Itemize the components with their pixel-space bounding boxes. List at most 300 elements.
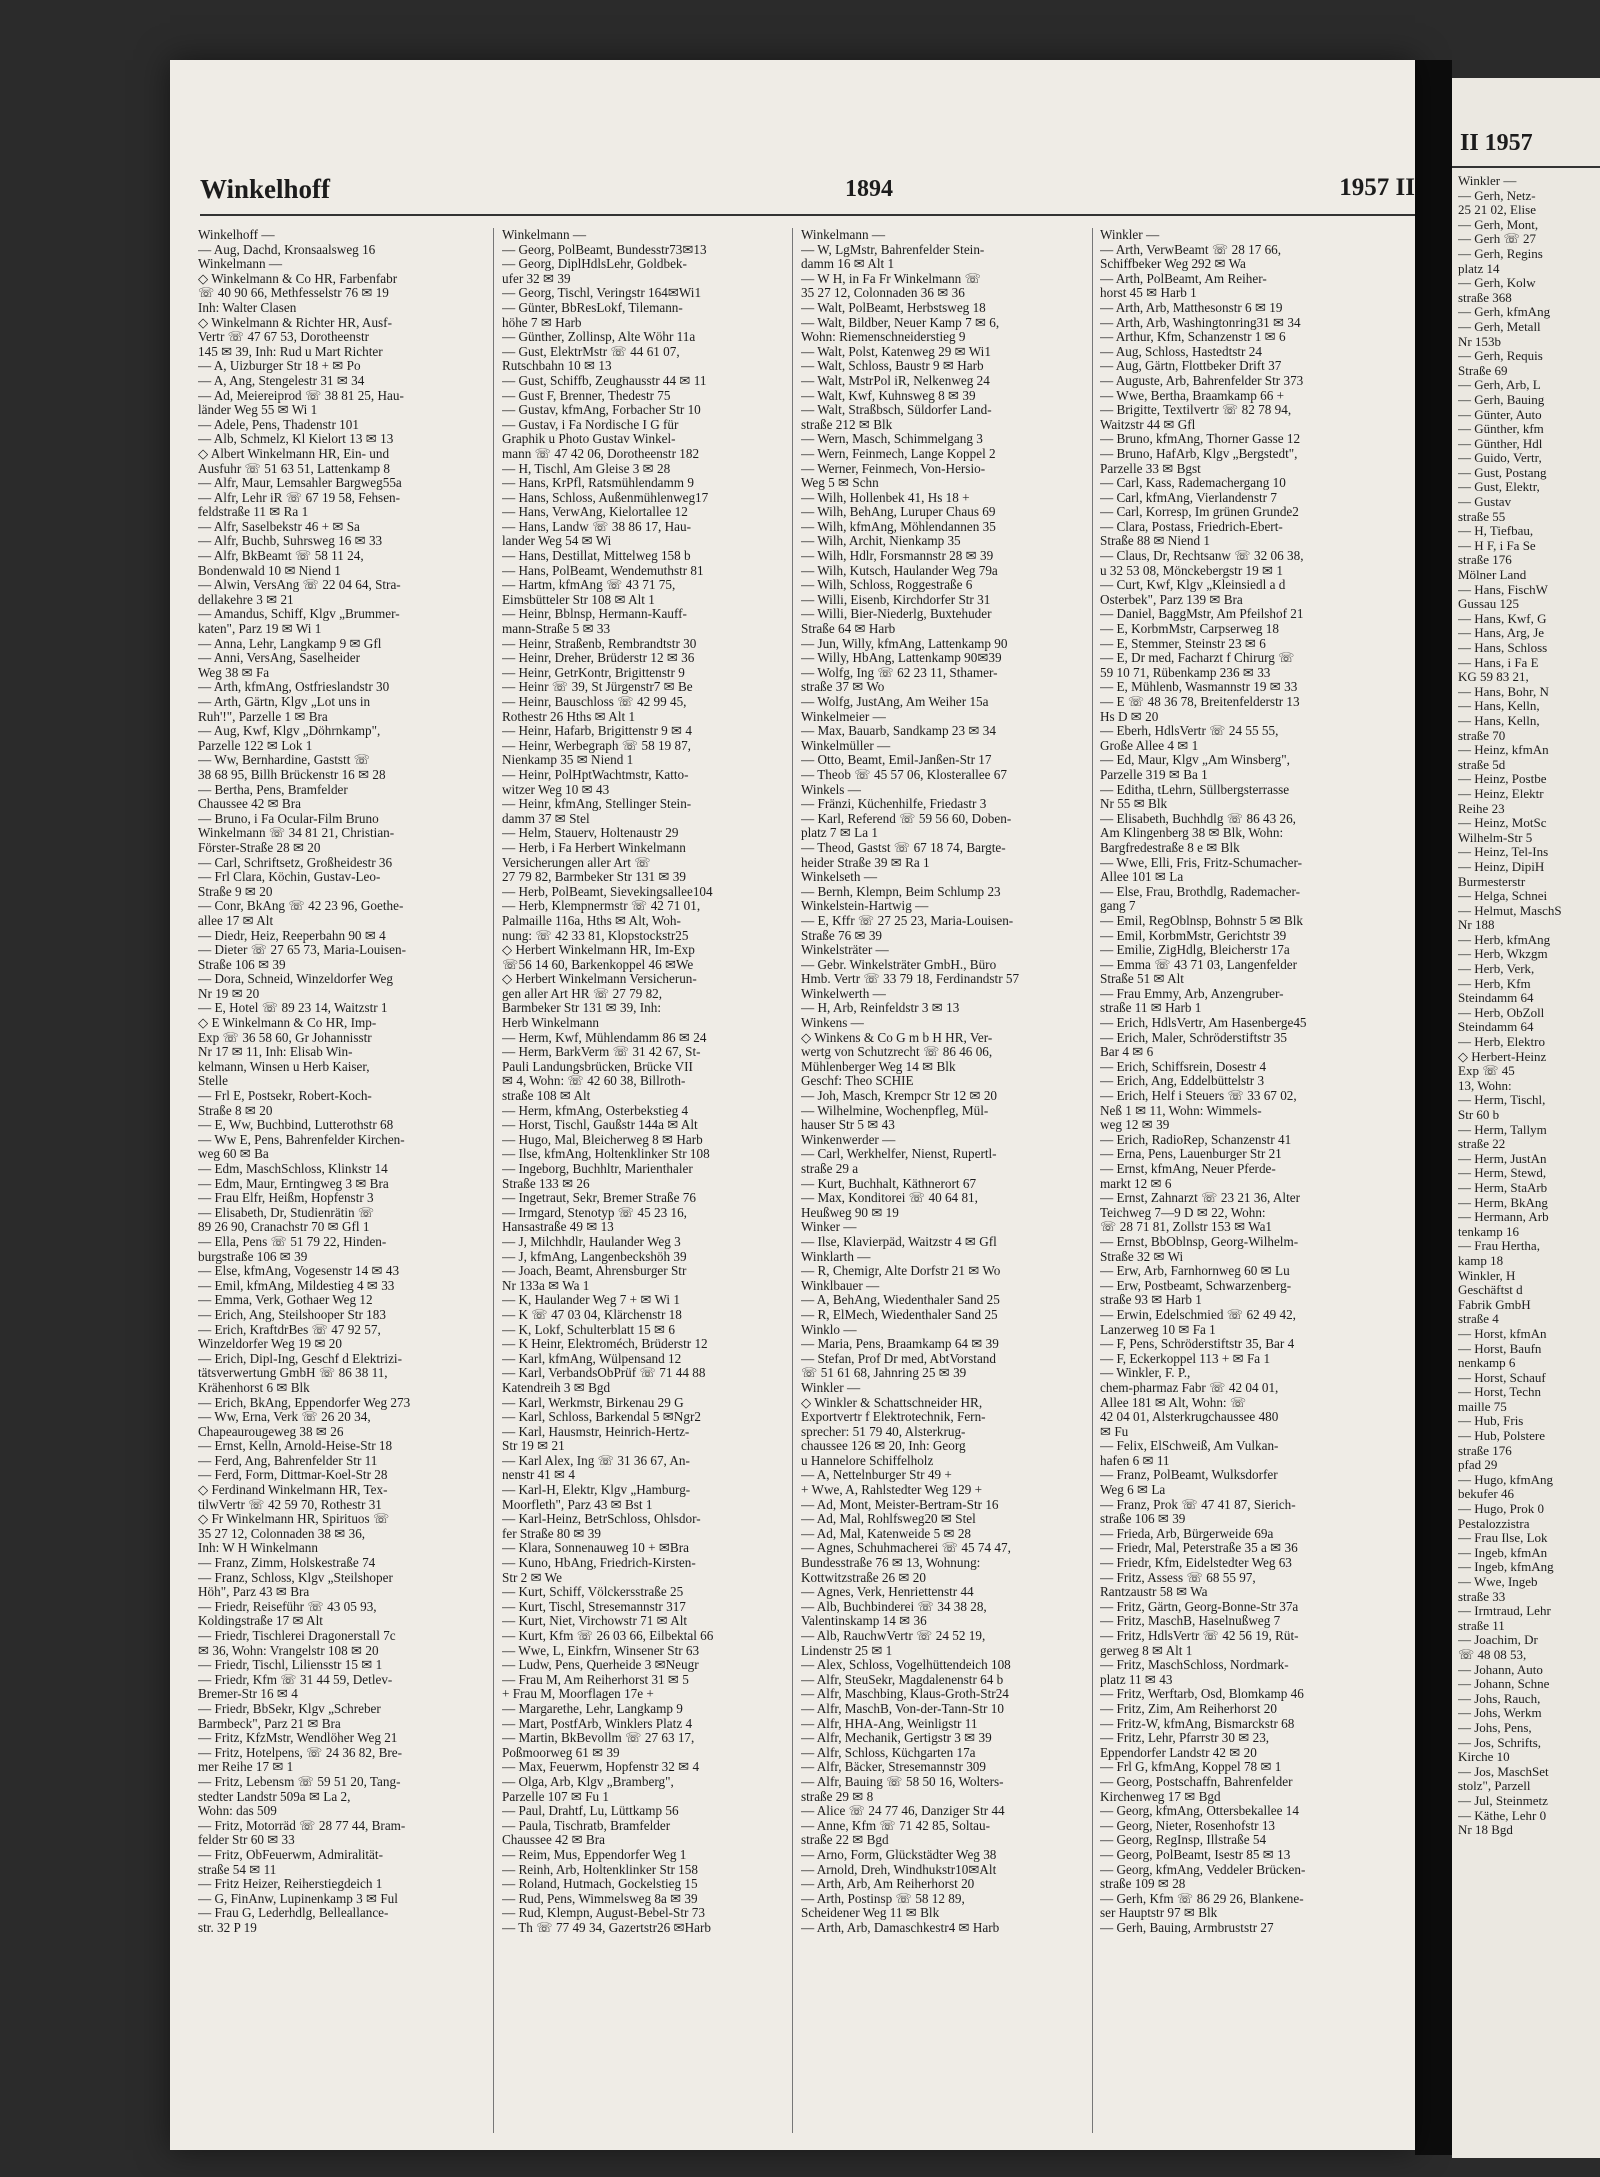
directory-entry-line: — F, Eckerkoppel 113 + ✉ Fa 1 <box>1100 1351 1271 1366</box>
directory-entry-line: — E, Kffr ☏ 27 25 23, Maria-Louisen- <box>801 913 1014 928</box>
directory-entry-line: Winklarth — <box>801 1249 871 1264</box>
directory-entry-line: Inh: Walter Clasen <box>198 300 297 315</box>
directory-entry-line: — E, Mühlenb, Wasmannstr 19 ✉ 33 <box>1100 680 1298 695</box>
directory-entry-line: 59 10 71, Rübenkamp 236 ✉ 33 <box>1100 665 1271 680</box>
directory-entry-line: — Gebr. Winkelsträter GmbH., Büro <box>801 957 997 972</box>
directory-entry-line: — Willi, Eisenb, Kirchdorfer Str 31 <box>801 592 991 607</box>
directory-entry-line: tätsverwertung GmbH ☏ 86 38 11, <box>198 1366 388 1381</box>
directory-entry-line: — Wilh, Kutsch, Haulander Weg 79a <box>801 563 998 578</box>
directory-entry-line: mer Reihe 17 ✉ 1 <box>198 1760 294 1775</box>
directory-entry-line: — Bruno, i Fa Ocular-Film Bruno <box>198 811 379 826</box>
directory-entry-line: 35 27 12, Colonnaden 38 ✉ 36, <box>198 1526 366 1541</box>
directory-entry-line: Str 60 b <box>1458 1108 1500 1122</box>
directory-entry-line: — Helm, Stauerv, Holtenaustr 29 <box>502 826 679 841</box>
directory-entry-line: — Willi, Bier-Niederlg, Buxtehuder <box>801 607 992 622</box>
directory-entry-line: — Heinz, Postbe <box>1458 772 1547 787</box>
directory-entry-line: Krähenhorst 6 ✉ Blk <box>198 1380 310 1395</box>
directory-entry-line: Gussau 125 <box>1458 597 1520 612</box>
directory-entry-line: — Hans, Bohr, N <box>1458 684 1549 699</box>
directory-entry-line: — Gerh, Kolw <box>1458 276 1536 291</box>
directory-entry-line: — Ingetraut, Sekr, Bremer Straße 76 <box>502 1191 696 1206</box>
directory-entry-line: Parzelle 319 ✉ Ba 1 <box>1100 767 1208 782</box>
directory-entry-line: ☏ 28 71 81, Zollstr 153 ✉ Wa1 <box>1100 1220 1273 1235</box>
directory-entry-line: — Käthe, Lehr 0 <box>1458 1808 1547 1823</box>
directory-entry-line: Weg 38 ✉ Fa <box>198 665 270 680</box>
directory-entry-line: — Wilhelmine, Wochenpfleg, Mül- <box>801 1103 989 1118</box>
directory-entry-line: nenkamp 6 <box>1458 1356 1516 1371</box>
directory-entry-line: Parzelle 122 ✉ Lok 1 <box>198 738 313 753</box>
directory-entry-line: Str 2 ✉ We <box>502 1570 562 1585</box>
directory-entry-line: — Ernst, Zahnarzt ☏ 23 21 36, Alter <box>1100 1191 1300 1206</box>
directory-entry-line: — Max, Bauarb, Sandkamp 23 ✉ 34 <box>801 724 996 739</box>
directory-entry-line: ✉ 4, Wohn: ☏ 42 60 38, Billroth- <box>502 1074 686 1089</box>
directory-entry-line: — Jos, Schrifts, <box>1458 1735 1542 1750</box>
directory-entry-line: — E, Ww, Buchbind, Lutterothstr 68 <box>198 1118 394 1133</box>
directory-entry-line: — E ☏ 48 36 78, Breitenfelderstr 13 <box>1100 695 1300 709</box>
directory-entry-line: — Arth, Arb, Damaschkestr4 ✉ Harb <box>801 1920 1000 1935</box>
directory-entry-line: — Helga, Schnei <box>1458 889 1548 904</box>
directory-entry-line: — Joach, Beamt, Ahrensburger Str <box>502 1264 687 1279</box>
directory-entry-line: — Hugo, kfmAng <box>1458 1472 1553 1487</box>
directory-entry-line: — Hugo, Mal, Bleicherweg 8 ✉ Harb <box>502 1132 703 1147</box>
directory-column-3 <box>801 228 1087 2133</box>
directory-entry-line: Wohn: das 509 <box>198 1804 277 1819</box>
directory-entry-line: — Friedr, Tischlerei Dragonerstall 7c <box>198 1629 396 1643</box>
directory-entry-line: — Heinr, Straßenb, Rembrandtstr 30 <box>502 636 697 651</box>
directory-entry-line: kelmann, Winsen u Herb Kaiser, <box>198 1059 370 1074</box>
directory-entry-line: — Diedr, Heiz, Reeperbahn 90 ✉ 4 <box>198 928 386 943</box>
directory-entry-line: — Erich, Dipl-Ing, Geschf d Elektrizi- <box>198 1351 402 1366</box>
directory-entry-line: — Frl Clara, Köchin, Gustav-Leo- <box>198 870 381 885</box>
directory-entry-line: Herb Winkelmann <box>502 1016 600 1031</box>
directory-entry-line: felder Str 60 ✉ 33 <box>198 1833 295 1848</box>
directory-entry-line: ◇ Winkelmann & Co HR, Farbenfabr <box>198 271 398 286</box>
directory-entry-line: u Hannelore Schiffelholz <box>801 1453 934 1468</box>
directory-entry-line: — Hans, Kwf, G <box>1458 611 1547 626</box>
directory-entry-line: — Gerh, Mont, <box>1458 217 1539 232</box>
directory-entry-line: — Walt, Kwf, Kuhnsweg 8 ✉ 39 <box>801 388 976 403</box>
directory-entry-line: — Carl, Schriftsetz, Großheidestr 36 <box>198 855 393 870</box>
directory-entry-line: Fabrik GmbH <box>1458 1297 1531 1312</box>
directory-entry-line: Wohn: Riemenschneiderstieg 9 <box>801 330 966 345</box>
directory-entry-line: — Herm, kfmAng, Osterbekstieg 4 <box>502 1103 689 1118</box>
directory-entry-line: — Heinz, DipiH <box>1458 859 1545 874</box>
directory-entry-line: Parzelle 107 ✉ Fu 1 <box>502 1789 610 1804</box>
directory-entry-line: — Fritz, Hotelpens, ☏ 24 36 82, Bre- <box>198 1745 403 1760</box>
directory-entry-line: Nr 133a ✉ Wa 1 <box>502 1278 590 1293</box>
directory-entry-line: — Irmgard, Stenotyp ☏ 45 23 16, <box>502 1205 687 1220</box>
directory-entry-line: Winkelmann — <box>801 228 886 242</box>
directory-entry-line: — Johs, Werkm <box>1458 1706 1542 1721</box>
directory-entry-line: — Clara, Postass, Friedrich-Ebert- <box>1100 519 1283 534</box>
directory-entry-line: — Herm, StaArb <box>1458 1180 1548 1195</box>
directory-entry-line: — Heinz, kfmAn <box>1458 743 1549 758</box>
directory-column-4 <box>1100 228 1405 2133</box>
directory-entry-line: — Hugo, Prok 0 <box>1458 1502 1544 1517</box>
directory-entry-line: — Karl, Werkmstr, Birkenau 29 G <box>502 1395 684 1410</box>
directory-entry-line: — Erich, Helf i Steuers ☏ 33 67 02, <box>1100 1089 1297 1104</box>
directory-entry-line: — Herb, kfmAng <box>1458 932 1551 947</box>
directory-entry-line: Bar 4 ✉ 6 <box>1100 1045 1154 1060</box>
directory-entry-line: — Gustav <box>1458 495 1512 510</box>
directory-entry-line: straße 5d <box>1458 757 1506 772</box>
directory-entry-line: — Erich, KraftdrBes ☏ 47 92 57, <box>198 1322 381 1337</box>
directory-entry-line: — Ad, Mont, Meister-Bertram-Str 16 <box>801 1497 999 1512</box>
directory-entry-line: — Frau Hertha, <box>1458 1239 1540 1254</box>
directory-entry-line: — Erw, Arb, Farnhornweg 60 ✉ Lu <box>1100 1264 1290 1279</box>
directory-entry-line: ◇ Winkler & Schattschneider HR, <box>801 1395 983 1410</box>
directory-entry-line: — Emil, RegOblnsp, Bohnstr 5 ✉ Blk <box>1100 913 1304 928</box>
directory-entry-line: — Klara, Sonnenauweg 10 + ✉Bra <box>502 1541 689 1556</box>
directory-entry-line: gang 7 <box>1100 899 1136 914</box>
directory-entry-line: — Georg, RegInsp, Illstraße 54 <box>1100 1833 1267 1848</box>
directory-entry-line: — Joachim, Dr <box>1458 1633 1538 1648</box>
directory-entry-line: Koldingstraße 17 ✉ Alt <box>198 1614 323 1629</box>
directory-entry-line: — Stefan, Prof Dr med, AbtVorstand <box>801 1351 996 1366</box>
directory-entry-line: — Johs, Rauch, <box>1458 1691 1541 1706</box>
directory-entry-line: Versicherungen aller Art ☏ <box>502 855 651 870</box>
directory-entry-line: Winkler, H <box>1458 1268 1516 1283</box>
directory-entry-line: + Wwe, A, Rahlstedter Weg 129 + <box>801 1483 983 1498</box>
directory-entry-line: Winkelseth — <box>801 870 878 885</box>
directory-entry-line: Vertr ☏ 47 67 53, Dorotheenstr <box>198 330 370 345</box>
directory-column-2 <box>502 228 787 2133</box>
directory-entry-line: Waitzstr 44 ✉ Gfl <box>1100 417 1196 432</box>
directory-entry-line: — Joh, Masch, Krempcr Str 12 ✉ 20 <box>801 1089 998 1104</box>
directory-entry-line: — Wern, Feinmech, Lange Koppel 2 <box>801 446 996 461</box>
header-rule <box>1452 166 1600 168</box>
next-page-column <box>1458 174 1598 2094</box>
directory-entry-line: Winkelsträter — <box>801 943 889 958</box>
directory-entry-line: nenstr 41 ✉ 4 <box>502 1468 575 1483</box>
directory-entry-line: Winkelmann — <box>198 257 283 272</box>
directory-entry-line: — Herb, Kfm <box>1458 976 1531 991</box>
directory-entry-line: Eppendorfer Landstr 42 ✉ 20 <box>1100 1745 1257 1760</box>
directory-entry-line: — Walt, Bildber, Neuer Kamp 7 ✉ 6, <box>801 315 1000 330</box>
directory-entry-line: Poßmoorweg 61 ✉ 39 <box>502 1745 620 1760</box>
directory-entry-line: — Horst, Tischl, Gaußstr 144a ✉ Alt <box>502 1118 698 1133</box>
directory-entry-line: Winkelmüller — <box>801 738 891 753</box>
directory-entry-line: — Gust, Schiffb, Zeughausstr 44 ✉ 11 <box>502 373 707 388</box>
directory-entry-line: — Alfr, BkBeamt ☏ 58 11 24, <box>198 549 364 564</box>
directory-entry-line: Ausfuhr ☏ 51 63 51, Lattenkamp 8 <box>198 461 390 476</box>
directory-entry-line: Winkels — <box>801 782 861 797</box>
directory-entry-line: — Kuno, HbAng, Friedrich-Kirsten- <box>502 1556 696 1571</box>
directory-entry-line: 27 79 82, Barmbeker Str 131 ✉ 39 <box>502 870 686 885</box>
directory-entry-line: Stelle <box>198 1074 229 1089</box>
directory-entry-line: — Gerh, Requis <box>1458 349 1543 364</box>
directory-entry-line: — Alice ☏ 24 77 46, Danziger Str 44 <box>801 1804 1005 1819</box>
directory-entry-line: — Hans, Schloss <box>1458 641 1548 655</box>
directory-entry-line: — Edm, MaschSchloss, Klinkstr 14 <box>198 1162 388 1176</box>
directory-entry-line: — Ernst, BbOblnsp, Georg-Wilhelm- <box>1100 1234 1299 1249</box>
directory-entry-line: — Franz, PolBeamt, Wulksdorfer <box>1100 1468 1278 1483</box>
column-rule <box>792 228 793 2133</box>
directory-entry-line: Straße 32 ✉ Wi <box>1100 1249 1184 1264</box>
header-year-volume: 1957 II <box>1339 174 1415 201</box>
directory-entry-line: — Gust, Postang <box>1458 465 1547 480</box>
book-gutter <box>1415 60 1452 2155</box>
directory-entry-line: — E, Stemmer, Steinstr 23 ✉ 6 <box>1100 636 1266 651</box>
directory-entry-line: — Wolfg, JustAng, Am Weiher 15a <box>801 695 989 709</box>
directory-entry-line: — Ad, Mal, Katenweide 5 ✉ 28 <box>801 1526 972 1541</box>
directory-entry-line: — Rud, Klempn, August-Bebel-Str 73 <box>502 1906 705 1921</box>
directory-entry-line: + Frau M, Moorflagen 17e + <box>502 1687 654 1702</box>
directory-entry-line: Osterbek", Parz 139 ✉ Bra <box>1100 592 1243 607</box>
directory-entry-line: stolz", Parzell <box>1458 1779 1531 1794</box>
directory-entry-line: Nr 19 ✉ 20 <box>198 986 260 1001</box>
directory-entry-line: straße 109 ✉ 28 <box>1100 1877 1186 1892</box>
directory-entry-line: Chaussee 42 ✉ Bra <box>198 797 301 812</box>
directory-entry-line: — Fritz-W, kfmAng, Bismarckstr 68 <box>1100 1716 1295 1731</box>
directory-entry-line: Burmesterstr <box>1458 874 1526 889</box>
directory-entry-line: — Frau M, Am Reiherhorst 31 ✉ 5 <box>502 1672 689 1687</box>
directory-entry-line: Bondenwald 10 ✉ Niend 1 <box>198 563 341 578</box>
directory-entry-line: — Heinr, Bauschloss ☏ 42 99 45, <box>502 695 687 709</box>
directory-entry-line: Barmbeker Str 131 ✉ 39, Inh: <box>502 1001 662 1016</box>
directory-entry-line: — Agnes, Verk, Henriettenstr 44 <box>801 1585 974 1600</box>
directory-entry-line: — F, Pens, Schröderstiftstr 35, Bar 4 <box>1100 1337 1295 1352</box>
directory-entry-line: — Herm, Stewd, <box>1458 1166 1547 1181</box>
directory-entry-line: — Gerh, Arb, L <box>1458 378 1541 393</box>
directory-entry-line: — Alfr, Bauing ☏ 58 50 16, Wolters- <box>801 1774 1004 1789</box>
directory-entry-line: kamp 18 <box>1458 1253 1504 1268</box>
directory-entry-line: — Ella, Pens ☏ 51 79 22, Hinden- <box>198 1234 387 1249</box>
directory-entry-line: Winkler — <box>1458 174 1517 188</box>
directory-entry-line: Straße 133 ✉ 26 <box>502 1176 590 1191</box>
directory-entry-line: — A, Uizburger Str 18 + ✉ Po <box>198 359 361 374</box>
directory-entry-line: — Wwe, Ingeb <box>1458 1575 1538 1589</box>
directory-entry-line: — Daniel, BaggMstr, Am Pfeilshof 21 <box>1100 607 1304 622</box>
directory-entry-line: — Kurt, Schiff, Völckersstraße 25 <box>502 1585 684 1600</box>
directory-entry-line: Kottwitzstraße 26 ✉ 20 <box>801 1570 926 1585</box>
directory-entry-line: Rothestr 26 Hths ✉ Alt 1 <box>502 709 636 724</box>
directory-entry-line: bekufer 46 <box>1458 1487 1514 1502</box>
directory-entry-line: Winkens — <box>801 1016 864 1031</box>
directory-entry-line: — Gerh, Metall <box>1458 319 1541 334</box>
directory-entry-line: — A, Nettelnburger Str 49 + <box>801 1468 952 1483</box>
directory-entry-line: — Gerh, Bauing <box>1458 392 1545 407</box>
directory-entry-line: hafen 6 ✉ 11 <box>1100 1453 1170 1468</box>
directory-entry-line: — Ingeborg, Buchhltr, Marienthaler <box>502 1162 693 1176</box>
directory-entry-line: — E, KorbmMstr, Carpserweg 18 <box>1100 622 1279 637</box>
directory-entry-line: — Carl, kfmAng, Vierlandenstr 7 <box>1100 490 1277 505</box>
directory-entry-line: — Carl, Kass, Rademachergang 10 <box>1100 476 1286 491</box>
directory-entry-line: — Hans, FischW <box>1458 582 1548 597</box>
directory-entry-line: Exp ☏ 45 <box>1458 1064 1515 1079</box>
directory-entry-line: heider Straße 39 ✉ Ra 1 <box>801 855 930 870</box>
directory-entry-line: — R, ElMech, Wiedenthaler Sand 25 <box>801 1307 998 1322</box>
directory-entry-line: 38 68 95, Billh Brückenstr 16 ✉ 28 <box>198 767 386 782</box>
directory-entry-line: — J, kfmAng, Langenbeckshöh 39 <box>502 1249 687 1264</box>
directory-entry-line: — Erich, Ang, Eddelbüttelstr 3 <box>1100 1074 1265 1089</box>
directory-entry-line: — Herm, Tischl, <box>1458 1093 1546 1108</box>
directory-entry-line: — Felix, ElSchweiß, Am Vulkan- <box>1100 1439 1279 1454</box>
directory-entry-line: — Alfr, Buchb, Suhrsweg 16 ✉ 33 <box>198 534 383 549</box>
directory-entry-line: Wilhelm-Str 5 <box>1458 830 1533 845</box>
directory-entry-line: Moorfleth", Parz 43 ✉ Bst 1 <box>502 1497 653 1512</box>
directory-entry-line: Winkler — <box>801 1380 861 1395</box>
directory-entry-line: witzer Weg 10 ✉ 43 <box>502 782 610 797</box>
directory-entry-line: — Roland, Hutmach, Gockelstieg 15 <box>502 1877 698 1892</box>
directory-entry-line: — W H, in Fa Fr Winkelmann ☏ <box>801 271 982 286</box>
directory-entry-line: — Willy, HbAng, Lattenkamp 90✉39 <box>801 651 1002 666</box>
directory-entry-line: Winkelwerth — <box>801 986 886 1001</box>
directory-entry-line: — A, Ang, Stengelestr 31 ✉ 34 <box>198 373 365 388</box>
directory-entry-line: fer Straße 80 ✉ 39 <box>502 1526 601 1541</box>
directory-entry-line: — E, Dr med, Facharzt f Chirurg ☏ <box>1100 651 1295 666</box>
directory-entry-line: — Heinz, MotSc <box>1458 816 1547 831</box>
directory-entry-line: Steindamm 64 <box>1458 991 1534 1006</box>
directory-entry-line: — Erw, Postbeamt, Schwarzenberg- <box>1100 1278 1292 1293</box>
directory-entry-line: — Walt, Polst, Katenweg 29 ✉ Wi1 <box>801 344 991 359</box>
directory-entry-line: maille 75 <box>1458 1399 1507 1414</box>
directory-entry-line: straße 54 ✉ 11 <box>198 1862 277 1877</box>
directory-entry-line: — Friedr, Reiseführ ☏ 43 05 93, <box>198 1599 377 1614</box>
directory-entry-line: straße 11 <box>1458 1618 1505 1633</box>
directory-entry-line: Straße 51 ✉ Alt <box>1100 972 1184 987</box>
directory-entry-line: 42 04 01, Alsterkrugchaussee 480 <box>1100 1410 1279 1425</box>
directory-entry-line: — Wern, Masch, Schimmelgang 3 <box>801 432 983 447</box>
directory-entry-line: straße 70 <box>1458 728 1506 743</box>
directory-entry-line: — Emilie, ZigHdlg, Bleicherstr 17a <box>1100 943 1290 958</box>
directory-entry-line: — Günther, kfm <box>1458 422 1544 437</box>
directory-entry-line: Eimsbütteler Str 108 ✉ Alt 1 <box>502 592 655 607</box>
directory-entry-line: — Frau Ilse, Lok <box>1458 1531 1548 1546</box>
directory-entry-line: — Erwin, Edelschmied ☏ 62 49 42, <box>1100 1307 1296 1322</box>
directory-entry-line: 25 21 02, Elise <box>1458 203 1536 218</box>
directory-entry-line: chem-pharmaz Fabr ☏ 42 04 01, <box>1100 1380 1279 1395</box>
directory-entry-line: — Arth, Arb, Matthesonstr 6 ✉ 19 <box>1100 300 1283 315</box>
directory-entry-line: — Fritz, MaschSchloss, Nordmark- <box>1100 1658 1289 1673</box>
directory-entry-line: Teichweg 7—9 D ✉ 22, Wohn: <box>1100 1205 1266 1220</box>
directory-entry-line: — H F, i Fa Se <box>1458 538 1536 553</box>
directory-entry-line: — Gerh, Regins <box>1458 246 1543 261</box>
directory-entry-line: — Georg, Tischl, Veringstr 164✉Wi1 <box>502 286 702 301</box>
directory-entry-line: — Ilse, kfmAng, Holtenklinker Str 108 <box>502 1147 710 1162</box>
directory-entry-line: — Fritz, Lehr, Pfarrstr 30 ✉ 23, <box>1100 1731 1270 1746</box>
directory-entry-line: — Elisabeth, Buchhdlg ☏ 86 43 26, <box>1100 811 1296 826</box>
directory-entry-line: — Alb, RauchwVertr ☏ 24 52 19, <box>801 1629 986 1643</box>
directory-entry-line: Nr 17 ✉ 11, Inh: Elisab Win- <box>198 1045 353 1060</box>
directory-entry-line: — Brigitte, Textilvertr ☏ 82 78 94, <box>1100 403 1292 418</box>
directory-entry-line: — K ☏ 47 03 04, Klärchenstr 18 <box>502 1307 682 1322</box>
directory-entry-line: — Arno, Form, Glückstädter Weg 38 <box>801 1847 997 1862</box>
directory-entry-line: feldstraße 11 ✉ Ra 1 <box>198 505 309 520</box>
directory-entry-line: — Karl, Hausmstr, Heinrich-Hertz- <box>502 1424 690 1439</box>
directory-entry-line: horst 45 ✉ Harb 1 <box>1100 286 1197 301</box>
directory-entry-line: — Helmut, MaschS <box>1458 903 1562 918</box>
directory-entry-line: — Fritz, MaschB, Haselnußweg 7 <box>1100 1614 1281 1629</box>
directory-entry-line: — Auguste, Arb, Bahrenfelder Str 373 <box>1100 373 1304 388</box>
directory-entry-line: — Conr, BkAng ☏ 42 23 96, Goethe- <box>198 899 404 914</box>
directory-entry-line: ☏ 51 61 68, Jahnring 25 ✉ 39 <box>801 1366 967 1381</box>
directory-entry-line: — Ferd, Form, Dittmar-Koel-Str 28 <box>198 1468 388 1483</box>
directory-entry-line: Straße 9 ✉ 20 <box>198 884 273 899</box>
directory-entry-line: — Karl Alex, Ing ☏ 31 36 67, An- <box>502 1453 690 1468</box>
directory-entry-line: — Georg, Nieter, Rosenhofstr 13 <box>1100 1818 1276 1833</box>
directory-entry-line: Parzelle 33 ✉ Bgst <box>1100 461 1201 476</box>
directory-entry-line: — Friedr, BbSekr, Klgv „Schreber <box>198 1701 381 1716</box>
directory-entry-line: — Ed, Maur, Klgv „Am Winsberg", <box>1100 753 1290 768</box>
directory-entry-line: — Alfr, Mechanik, Gertigstr 3 ✉ 39 <box>801 1731 992 1746</box>
directory-entry-line: — Frl E, Postsekr, Robert-Koch- <box>198 1089 372 1104</box>
directory-entry-line: — Georg, DiplHdlsLehr, Goldbek- <box>502 257 687 272</box>
directory-entry-line: Winkelmann — <box>502 228 587 242</box>
directory-entry-line: — Fritz, Lebensm ☏ 59 51 20, Tang- <box>198 1774 401 1789</box>
directory-entry-line: — H, Tischl, Am Gleise 3 ✉ 28 <box>502 461 671 476</box>
directory-entry-line: 89 26 90, Cranachstr 70 ✉ Gfl 1 <box>198 1220 370 1235</box>
directory-entry-line: — Horst, Baufn <box>1458 1341 1542 1356</box>
directory-entry-line: — Jun, Willy, kfmAng, Lattenkamp 90 <box>801 636 1008 651</box>
directory-entry-line: — Walt, Schloss, Baustr 9 ✉ Harb <box>801 359 984 374</box>
directory-entry-line: — Jos, MaschSet <box>1458 1764 1549 1779</box>
directory-entry-line: — W, LgMstr, Bahrenfelder Stein- <box>801 242 985 257</box>
directory-entry-line: ◇ Fr Winkelmann HR, Spirituos ☏ <box>198 1512 390 1527</box>
directory-entry-line: ufer 32 ✉ 39 <box>502 271 571 286</box>
directory-entry-line: höhe 7 ✉ Harb <box>502 315 582 330</box>
directory-entry-line: — Editha, tLehrn, Süllbergsterrasse <box>1100 782 1290 797</box>
directory-entry-line: — Heinz, Elektr <box>1458 786 1544 801</box>
directory-entry-line: — Gust F, Brenner, Thedestr 75 <box>502 388 671 403</box>
directory-entry-line: — Hermann, Arb <box>1458 1210 1549 1225</box>
directory-entry-line: — Erich, Ang, Steilshooper Str 183 <box>198 1307 386 1322</box>
directory-entry-line: Winker — <box>801 1220 857 1235</box>
directory-entry-line: — Herm, Tallym <box>1458 1122 1547 1137</box>
directory-entry-line: — Amandus, Schiff, Klgv „Brummer- <box>198 607 400 622</box>
directory-entry-line: — Gerh, kfmAng <box>1458 305 1551 320</box>
directory-entry-line: weg 12 ✉ 39 <box>1100 1118 1170 1133</box>
directory-entry-line: — Georg, Postschaffn, Bahrenfelder <box>1100 1774 1293 1789</box>
directory-entry-line: — Georg, kfmAng, Veddeler Brücken- <box>1100 1862 1306 1877</box>
directory-entry-line: — Kurt, Tischl, Stresemannstr 317 <box>502 1599 686 1614</box>
directory-entry-line: — Alfr, Schloss, Küchgarten 17a <box>801 1745 976 1760</box>
directory-entry-line: — Günther, Zollinsp, Alte Wöhr 11a <box>502 330 696 345</box>
directory-entry-line: — Ww, Bernhardine, Gaststt ☏ <box>198 753 371 768</box>
directory-entry-line: — Arth, PolBeamt, Am Reiher- <box>1100 271 1267 286</box>
directory-entry-line: — Hans, Landw ☏ 38 86 17, Hau- <box>502 519 691 534</box>
directory-entry-line: — Elisabeth, Dr, Studienrätin ☏ <box>198 1205 375 1220</box>
directory-entry-line: Scheidener Weg 11 ✉ Blk <box>801 1906 940 1921</box>
directory-entry-line: Str 19 ✉ 21 <box>502 1439 565 1454</box>
directory-entry-line: Hansastraße 49 ✉ 13 <box>502 1220 614 1235</box>
directory-entry-line: — Alex, Schloss, Vogelhüttendeich 108 <box>801 1658 1011 1673</box>
directory-entry-line: weg 60 ✉ Ba <box>198 1147 269 1162</box>
directory-entry-line: damm 37 ✉ Stel <box>502 811 590 826</box>
directory-entry-line: — Heinr, Werbegraph ☏ 58 19 87, <box>502 738 691 753</box>
directory-entry-line: ◇ Herbert Winkelmann Versicherun- <box>502 972 697 987</box>
directory-entry-line: Winkelstein-Hartwig — <box>801 899 929 914</box>
directory-entry-line: — Dieter ☏ 27 65 73, Maria-Louisen- <box>198 943 407 958</box>
directory-column-1 <box>198 228 488 2133</box>
directory-entry-line: — Erich, RadioRep, Schanzenstr 41 <box>1100 1132 1292 1147</box>
directory-entry-line: — Ww, Erna, Verk ☏ 26 20 34, <box>198 1410 371 1425</box>
directory-entry-line: Winzeldorfer Weg 19 ✉ 20 <box>198 1337 342 1352</box>
directory-entry-line: — Walt, PolBeamt, Herbstsweg 18 <box>801 300 986 315</box>
directory-entry-line: — Paul, Drahtf, Lu, Lüttkamp 56 <box>502 1804 679 1819</box>
directory-entry-line: ◇ Albert Winkelmann HR, Ein- und <box>198 446 390 461</box>
directory-entry-line: — Erich, Schiffsrein, Dosestr 4 <box>1100 1059 1267 1074</box>
directory-entry-line: — Frau G, Lederhdlg, Belleallance- <box>198 1906 389 1921</box>
directory-entry-line: straße 4 <box>1458 1312 1499 1327</box>
directory-entry-line: straße 37 ✉ Wo <box>801 680 885 695</box>
directory-entry-line: 145 ✉ 39, Inh: Rud u Mart Richter <box>198 344 383 359</box>
directory-entry-line: — Herb, Elektro <box>1458 1035 1546 1050</box>
directory-entry-line: Nienkamp 35 ✉ Niend 1 <box>502 753 634 768</box>
directory-entry-line: — Erich, BkAng, Eppendorfer Weg 273 <box>198 1395 411 1410</box>
directory-entry-line: gerweg 8 ✉ Alt 1 <box>1100 1643 1193 1658</box>
directory-entry-line: — Margarethe, Lehr, Langkamp 9 <box>502 1701 683 1716</box>
